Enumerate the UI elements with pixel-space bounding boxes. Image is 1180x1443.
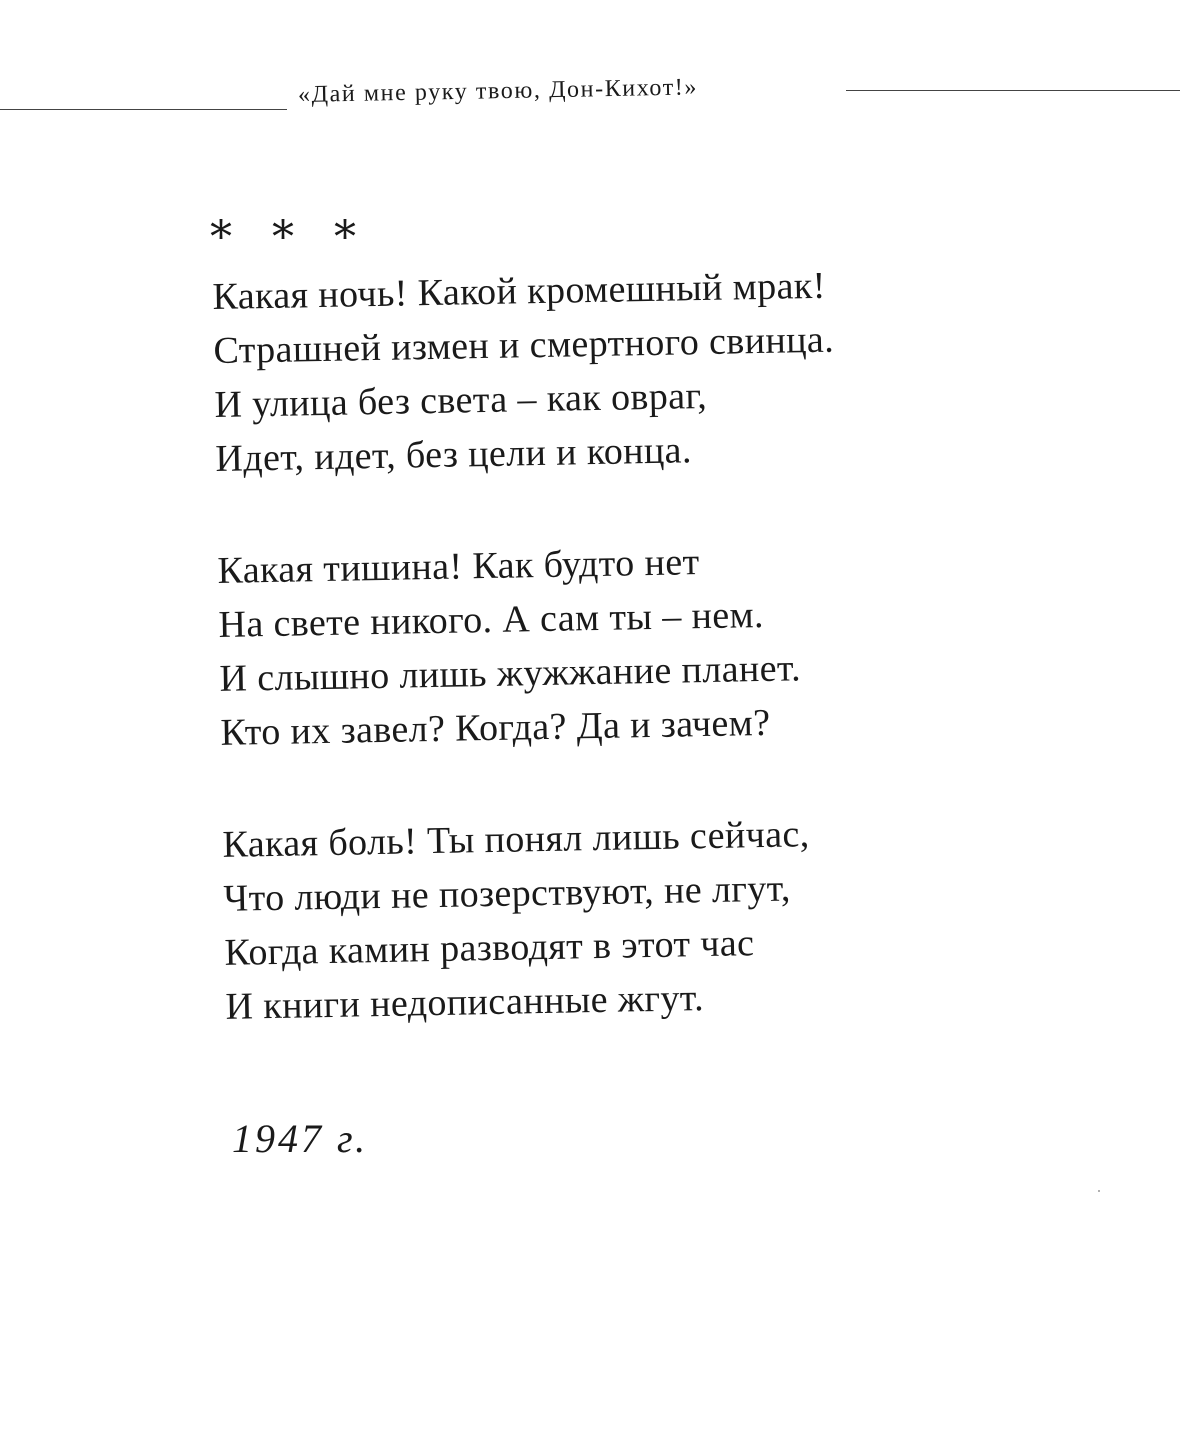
poem-line: Идет, идет, без цели и конца. (215, 429, 693, 480)
poem-line: Страшней измен и смертного свинца. (213, 318, 835, 372)
paper-speck (1098, 1190, 1100, 1192)
poem (212, 255, 1027, 1092)
section-ornament: * * * (210, 212, 362, 263)
poem-line: Кто их завел? Когда? Да и зачем? (220, 701, 771, 754)
poem-date: 1947 г. (232, 1116, 369, 1161)
poem-line: Какая тишина! Как будто нет (217, 541, 700, 592)
poem-line: И книги недописанные жгут. (225, 977, 705, 1028)
poem-line: И улица без света – как овраг, (214, 374, 708, 426)
poem-line: И слышно лишь жужжание планет. (219, 647, 802, 700)
running-header (0, 74, 1180, 118)
header-rule-right (846, 90, 1180, 91)
poem-line: Когда камин разводят в этот час (224, 922, 755, 974)
stanza-2 (217, 529, 1021, 760)
stanza-3 (222, 803, 1026, 1034)
poem-line: Какая ночь! Какой кромешный мрак! (212, 264, 827, 318)
header-title: «Дай мне руку твою, Дон-Кихот!» (297, 74, 699, 108)
poem-line: Какая боль! Ты понял лишь сейчас, (222, 813, 810, 866)
poem-line: На свете никого. А сам ты – нем. (218, 593, 765, 646)
stanza-1 (212, 255, 1016, 486)
poem-line: Что люди не позерствуют, не лгут, (223, 867, 792, 920)
header-rule-left (0, 109, 287, 110)
